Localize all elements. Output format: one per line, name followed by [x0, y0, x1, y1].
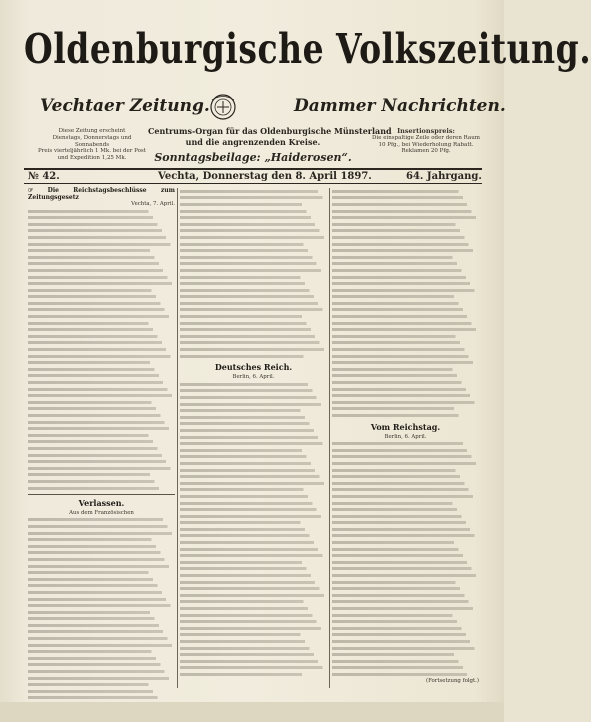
article-dateline: Vechta, 7. April.	[131, 201, 175, 208]
subscription-note: Diese Zeitung erscheint Dienstags, Donnerstags und Sonnabends Preis vierteljährlich 1 Mk. bei der Post und Expedition 1,25 Mk.	[38, 128, 146, 162]
advertising-rates-note: Insertionspreis: Die einspaltige Zeile oder deren Raum 10 Pfg., bei Wiederholung Rabatt. Reklamen 20 Pfg.	[372, 127, 480, 155]
continuation-note: (Fortsetzung folgt.)	[425, 677, 479, 684]
coat-of-arms-emblem	[208, 92, 238, 122]
masthead-rule-top	[24, 168, 482, 170]
sunday-supplement-line: Sonntagsbeilage: „Haiderosen“.	[154, 151, 352, 164]
section-dateline: Berlin, 6. April.	[384, 433, 427, 440]
column-1	[28, 188, 175, 688]
masthead-title: Oldenburgische Volkszeitung.	[24, 24, 591, 73]
section-dateline: Berlin, 6. April.	[232, 374, 275, 381]
column-2	[180, 188, 327, 688]
volume-year: 64. Jahrgang.	[406, 171, 482, 182]
page-bottom-margin	[0, 702, 504, 722]
feuilleton-heading: Verlassen.	[78, 498, 125, 508]
feuilleton-body	[28, 517, 175, 708]
issue-date: Vechta, Donnerstag den 8. April 1897.	[158, 171, 372, 182]
organ-line-1: Centrums-Organ für das Oldenburgische Münsterland	[148, 126, 392, 136]
section-rule	[28, 494, 175, 495]
article-body	[332, 188, 479, 419]
issue-number: № 42.	[28, 171, 60, 182]
column-3	[332, 188, 479, 688]
article-body	[180, 188, 327, 359]
column-divider	[329, 188, 330, 688]
article-body	[28, 208, 175, 492]
section-heading-deutsches-reich: Deutsches Reich.	[214, 362, 293, 373]
subtitle-right: Dammer Nachrichten.	[294, 96, 506, 116]
organ-line-2: und die angrenzenden Kreise.	[185, 137, 321, 147]
section-heading-reichstag: Vom Reichstag.	[370, 421, 441, 432]
column-divider	[177, 188, 178, 688]
masthead-rule-bottom	[24, 183, 482, 184]
feuilleton-byline: Aus dem Französischen	[69, 510, 134, 516]
subtitle-left: Vechtaer Zeitung.	[40, 96, 210, 116]
article-heading: ☞ Die Reichstagsbeschlüsse zum Zeitungsgesetz	[28, 187, 175, 201]
